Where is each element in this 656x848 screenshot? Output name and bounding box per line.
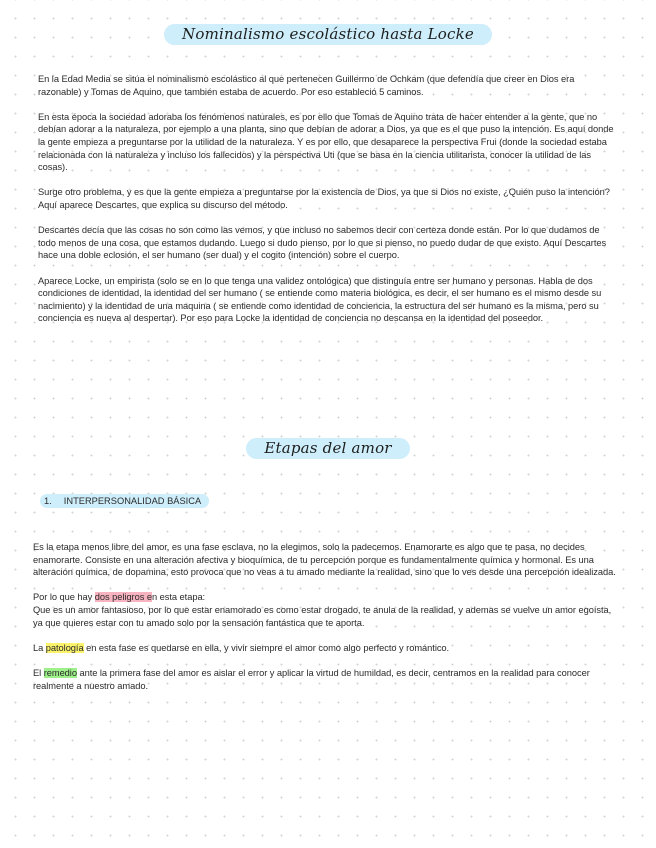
paragraph: Surge otro problema, y es que la gente empieza a preguntarse por la existencia de Dios, ya que si Dios no existe, ¿Quién puso la intención? Aquí aparece Descartes, que explica su discurso del método.	[38, 187, 610, 210]
subheading-number: 1.	[44, 496, 52, 506]
paragraph-remedio	[33, 667, 617, 692]
highlight-remedio: remedio	[43, 667, 77, 678]
text-run: en esta fase es quedarse en ella, y vivir siempre el amor como algo perfecto y romántico.	[83, 642, 450, 653]
paragraph: Es la etapa menos libre del amor, es una fase esclava, no la elegimos, solo la padecemos. Enamorarte es algo que te pasa, no decides enamorarte. Consiste en una alteración afectiva y bioquímica, de tu percepción porque es fundamentalmente química y hormonal. Es una alteración química, de dopamina, esto provoca que no veas a tu amado mediante la realidad, sino que lo ves desde una percepción idealizada.	[33, 542, 616, 578]
section-nominalismo-body	[38, 73, 614, 325]
paragraph-peligros	[33, 591, 617, 604]
section-etapas-body	[33, 541, 617, 692]
text-run: Por lo que hay	[33, 592, 95, 603]
text-run: El	[33, 667, 44, 678]
section-title-wrapper	[0, 438, 656, 459]
section-title-wrapper	[0, 24, 656, 45]
paragraph: En esta época la sociedad adoraba los fenómenos naturales, es por ello que Tomas de Aquino trata de hacer entender a la gente, que no debían adorar a la naturaleza, por ejemplo a una planta, sino que debían de adorar a Dios, ya que es el que puso la intención. Es aquí donde la gente empieza a preguntarse por la utilidad de la naturaleza. Y es por ello, que desaparece la perspectiva Frui (donde la sociedad estaba relacionada con la naturaleza y incluso los fallecidos) y la perspectiva Uti (que se basa en la ciencia utilitarista, conocer la utilidad de las cosas).	[38, 111, 614, 173]
paragraph: Descartes decía que las cosas no son como las vemos, y que incluso no sabemos decir con certeza donde están. Por lo que dudamos de todo menos de una cosa, que estamos dudando. Luego si dudo pienso, por lo que si pienso, no puedo dudar de que existo. Aquí Descartes hace una doble eclosión, el ser humano (ser dual) y el cogito (intención) sobre el cuerpo.	[38, 225, 607, 261]
paragraph: En la Edad Media se sitúa el nominalismo escolástico al que pertenecen Guillermo de Ochkam (que defendía que creer en Dios era razonable) y Tomas de Aquino, que también estaba de acuerdo. Por eso estableció 5 caminos.	[38, 74, 575, 97]
text-run: La	[33, 642, 46, 653]
text-run: ante la primera fase del amor es aislar el error y aplicar la virtud de humildad, es decir, centramos en la realidad para conocer realmente a nuestro amado.	[33, 667, 590, 691]
paragraph-patologia	[33, 642, 617, 655]
subheading-interpersonalidad	[40, 494, 209, 508]
text-run: n esta etapa:	[151, 592, 206, 603]
paragraph: Aparece Locke, un empirista (solo se en lo que tenga una validez ontológica) que distinguía entre ser humano y personas. Habla de dos condiciones de identidad, la identidad del ser humano ( se entiende como materia biológica, es decir, el ser humano es el mismo desde su nacimiento) y la identidad de una maquina ( se entiende como identidad de conciencia, la estructura del ser humano es la misma, pero su conciencia es nueva al despertar). Por eso para Locke la identidad de conciencia no descansa en la identidad del poseedor.	[38, 275, 602, 324]
highlight-peligros: dos peligros e	[94, 592, 152, 603]
section-title-etapas: Etapas del amor	[246, 438, 409, 459]
section-title-nominalismo: Nominalismo escolástico hasta Locke	[164, 24, 492, 45]
subheading-label: INTERPERSONALIDAD BÁSICA	[63, 496, 202, 506]
paragraph: Que es un amor fantasioso, por lo que estar enamorado es como estar drogado, te anula de la realidad, y ademas se vuelve un amor egoísta, ya que quieres estar con tu amado solo por la sensación fantástica que te aporta.	[33, 604, 612, 628]
highlight-patologia: patología	[45, 642, 84, 653]
